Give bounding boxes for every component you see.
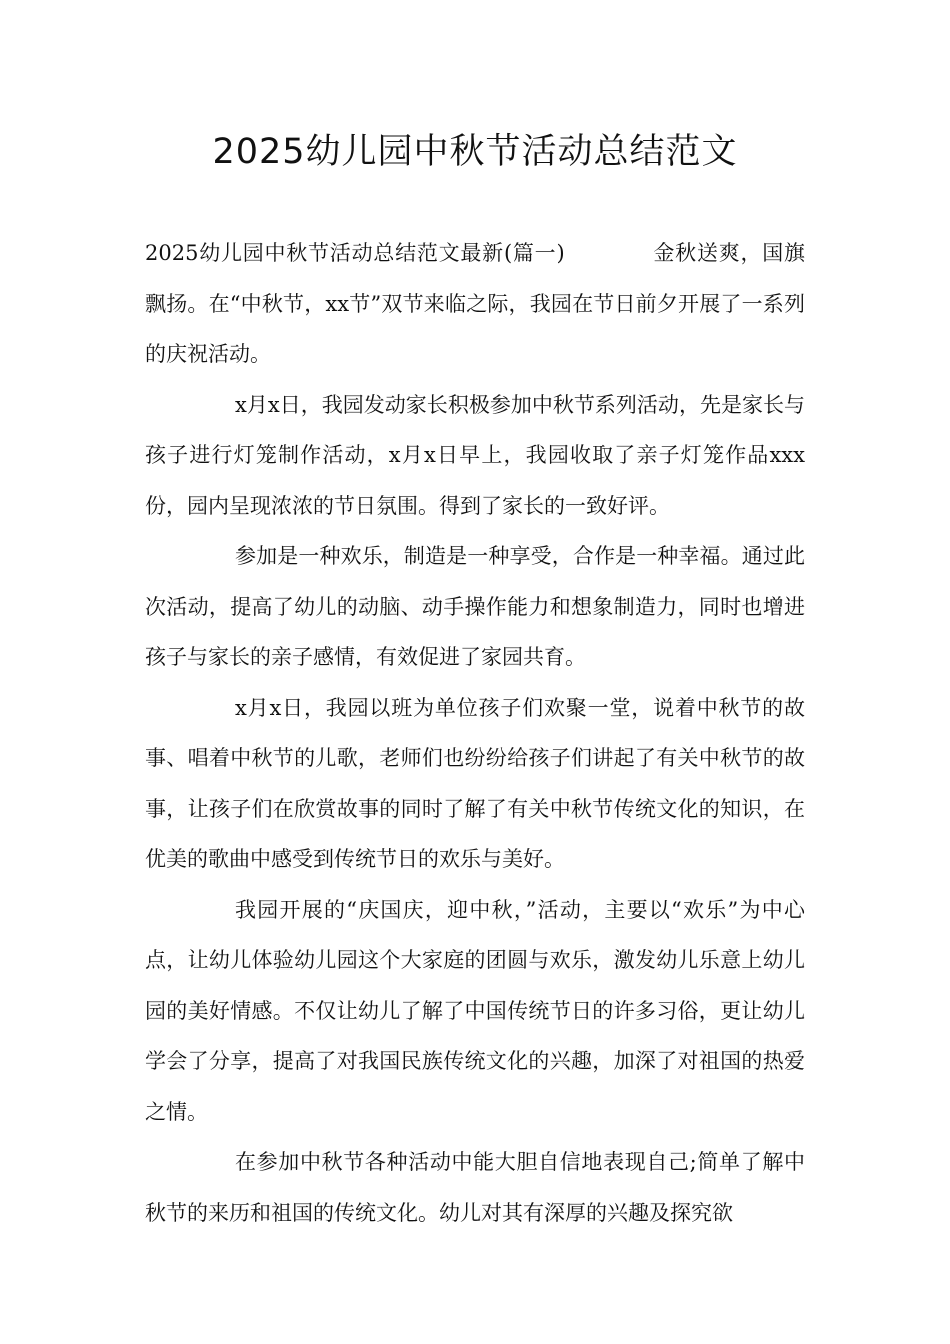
paragraph-6: 在参加中秋节各种活动中能大胆自信地表现自己;简单了解中秋节的来历和祖国的传统文化。幼儿对其有深厚的兴趣及探究欲 <box>145 1150 805 1225</box>
paragraph-2: x月x日，我园发动家长积极参加中秋节系列活动，先是家长与孩子进行灯笼制作活动，x月x日早上，我园收取了亲子灯笼作品xxx份，园内呈现浓浓的节日氛围。得到了家长的一致好评。 <box>145 392 805 518</box>
section-heading: 2025幼儿园中秋节活动总结范文最新(篇一) <box>145 241 565 265</box>
paragraph-4: x月x日，我园以班为单位孩子们欢聚一堂，说着中秋节的故事、唱着中秋节的儿歌，老师们也纷纷给孩子们讲起了有关中秋节的故事，让孩子们在欣赏故事的同时了解了有关中秋节传统文化的知识，在优美的歌曲中感受到传统节日的欢乐与美好。 <box>145 695 805 871</box>
paragraph-5: 我园开展的“庆国庆，迎中秋，”活动，主要以“欢乐”为中心点，让幼儿体验幼儿园这个大家庭的团圆与欢乐，激发幼儿乐意上幼儿园的美好情感。不仅让幼儿了解了中国传统节日的许多习俗，更让幼儿学会了分享，提高了对我国民族传统文化的兴趣，加深了对祖国的热爱之情。 <box>145 897 805 1124</box>
document-body <box>145 228 805 1238</box>
paragraph-3: 参加是一种欢乐，制造是一种享受，合作是一种幸福。通过此次活动，提高了幼儿的动脑、动手操作能力和想象制造力，同时也增进孩子与家长的亲子感情，有效促进了家园共育。 <box>145 544 805 669</box>
paragraph-1 <box>145 228 805 380</box>
paragraph-1-text: 金秋送爽，国旗飘扬。在“中秋节，xx节”双节来临之际，我园在节日前夕开展了一系列的庆祝活动。 <box>145 241 806 366</box>
document-title: 2025幼儿园中秋节活动总结范文 <box>212 132 738 172</box>
